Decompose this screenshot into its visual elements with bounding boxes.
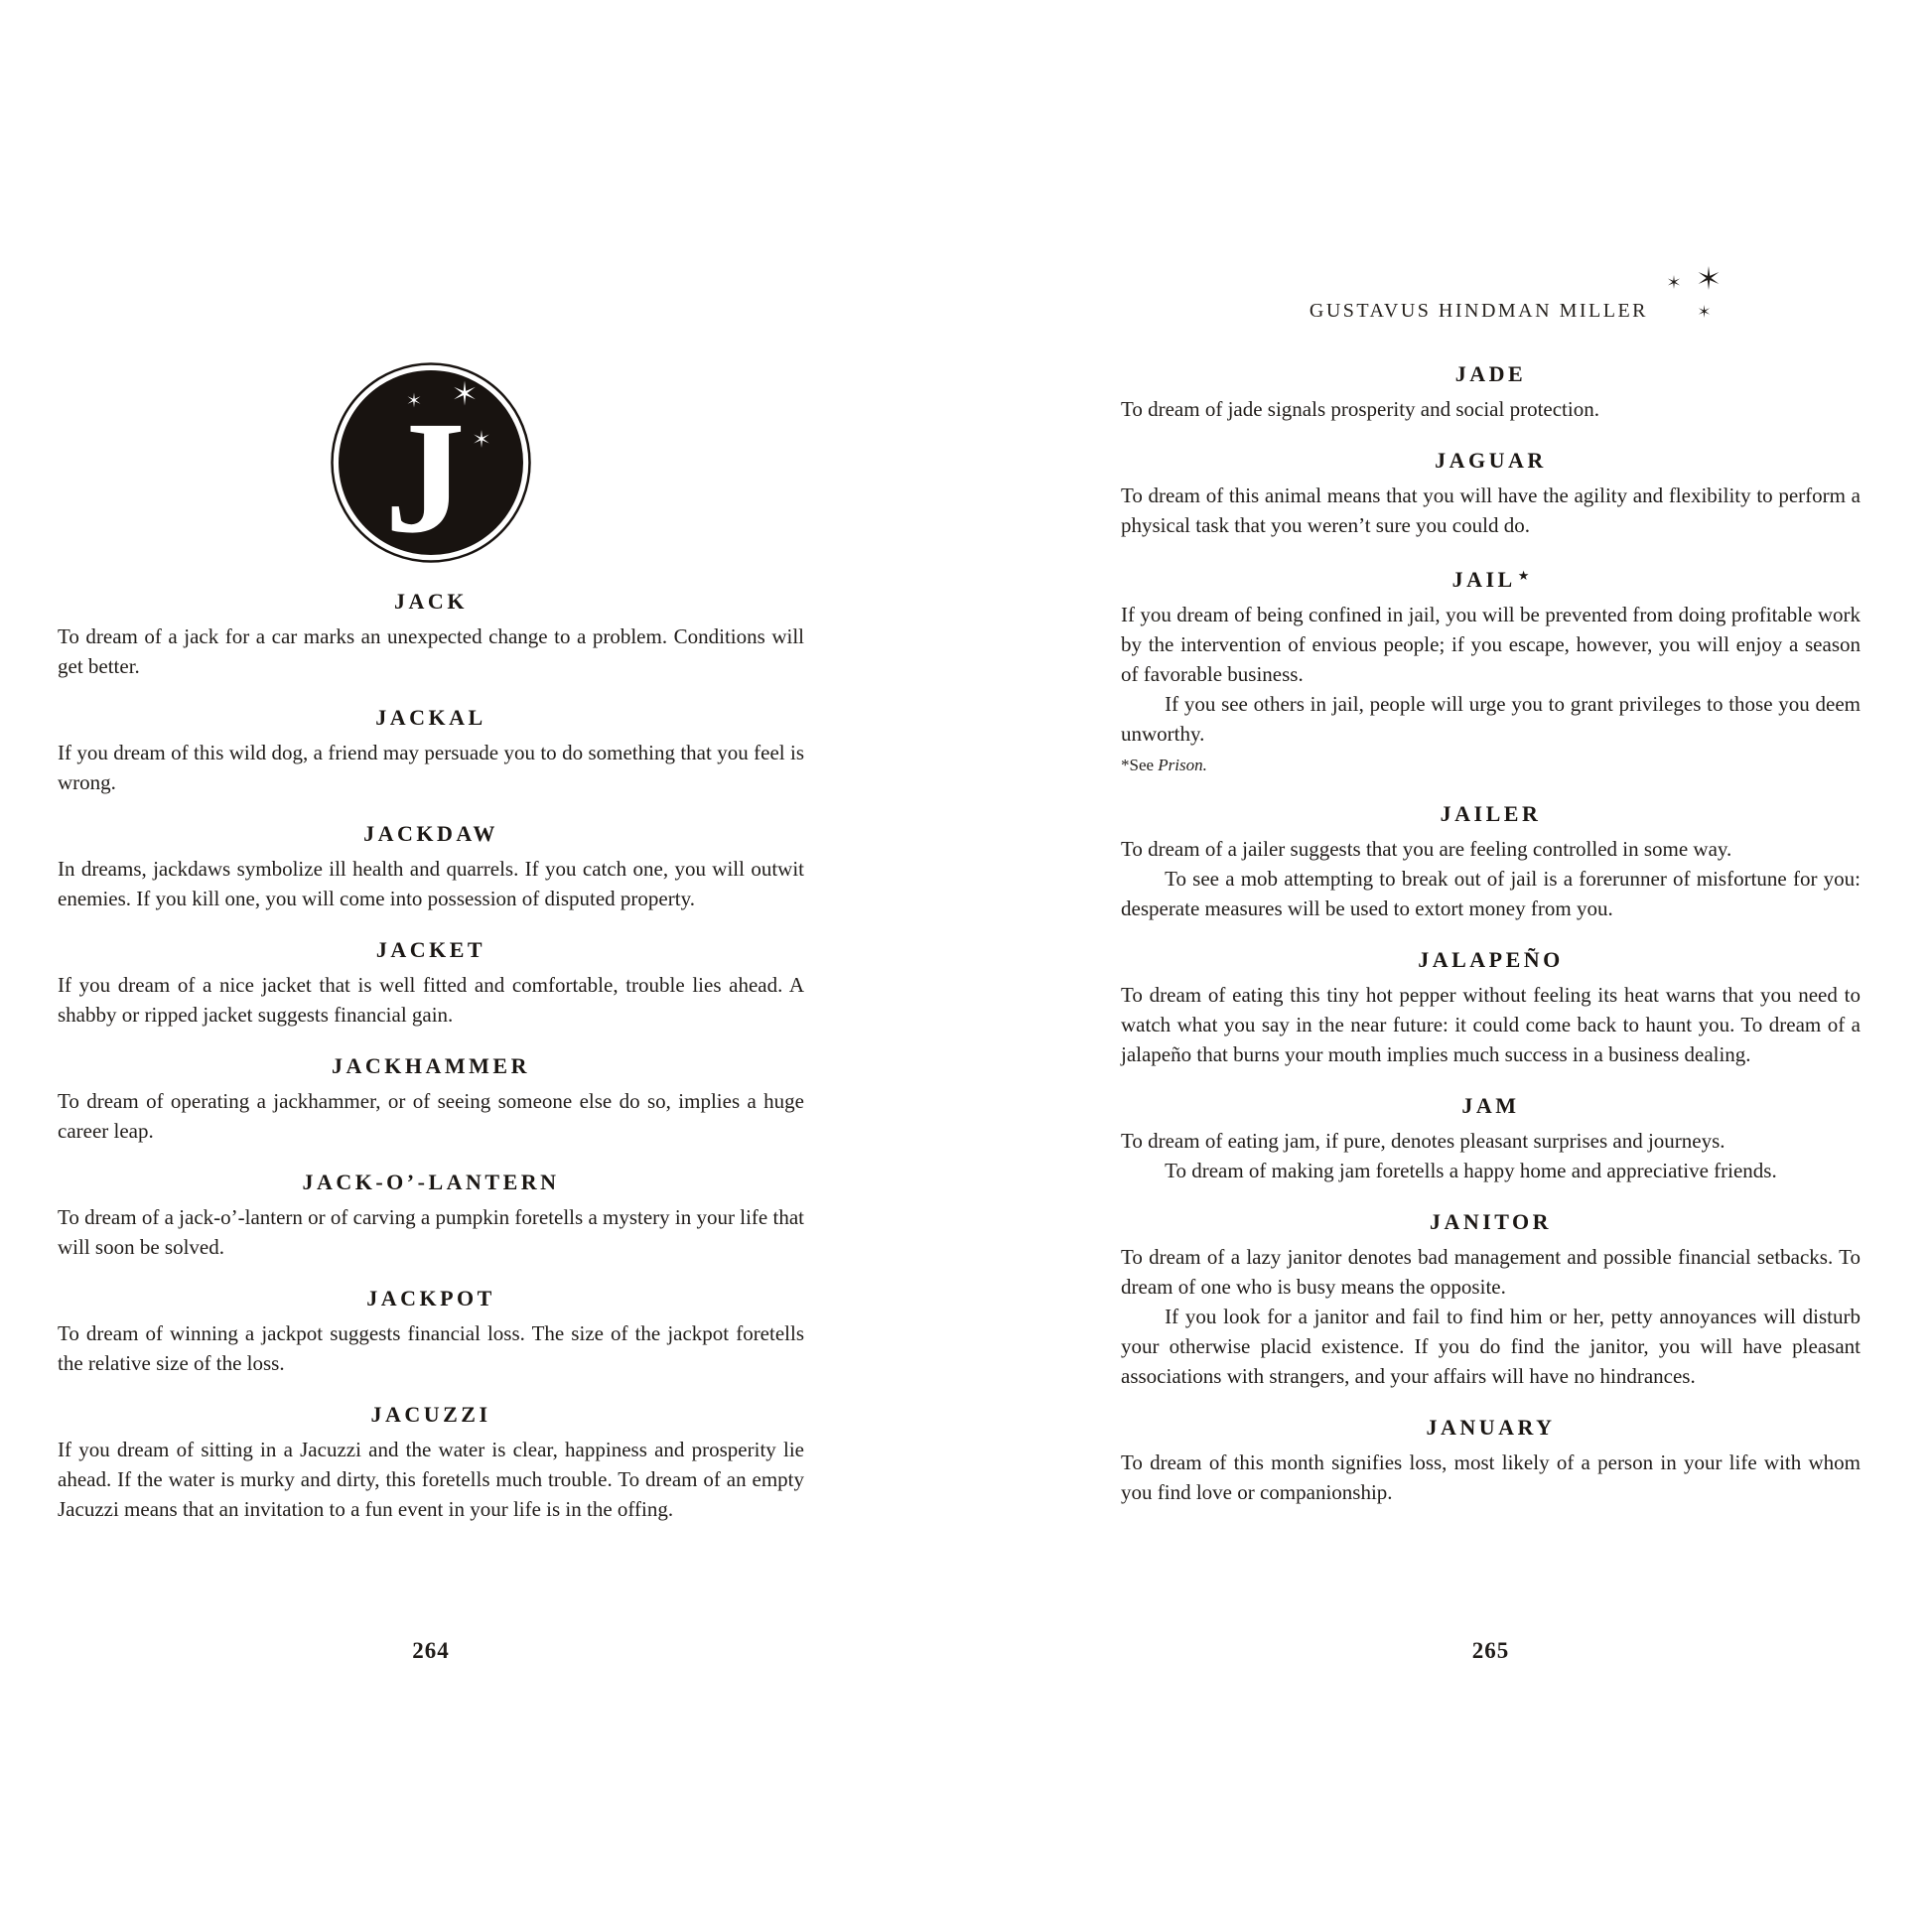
entry-paragraph: To dream of a lazy janitor denotes bad management and possible financial setbacks. To dream of one who is busy means the opposite.: [1121, 1245, 1861, 1299]
entry-jail: [1121, 562, 1861, 777]
entry-paragraph: To dream of a jailer suggests that you are feeling controlled in some way.: [1121, 837, 1732, 861]
entry-paragraph: To dream of a jack-o’-lantern or of carving a pumpkin foretells a mystery in your life that will soon be solved.: [58, 1205, 804, 1259]
entry-term: JANITOR: [1429, 1209, 1553, 1234]
entry-jacuzzi: [58, 1400, 804, 1524]
entry-january: [1121, 1413, 1861, 1507]
entry-paragraph: To dream of eating jam, if pure, denotes pleasant surprises and journeys.: [1121, 1129, 1725, 1153]
footnote-reference-term: Prison.: [1158, 756, 1207, 774]
entry-jacket: [58, 935, 804, 1030]
cross-reference-footnote: [1121, 754, 1861, 777]
entry-term: JACKDAW: [363, 821, 498, 846]
entry-term: JADE: [1454, 361, 1527, 386]
page-number-right: 265: [1471, 1638, 1510, 1663]
entry-term: JAILER: [1440, 801, 1542, 826]
entry-paragraph: If you see others in jail, people will urge you to grant privileges to those you deem unworthy.: [1121, 692, 1861, 746]
entry-paragraph: To dream of jade signals prosperity and social protection.: [1121, 397, 1599, 421]
entry-jailer: [1121, 799, 1861, 923]
entry-paragraph: To see a mob attempting to break out of jail is a forerunner of misfortune for you: desperate measures will be used to extort money from you.: [1121, 867, 1861, 920]
entry-paragraph: To dream of making jam foretells a happy home and appreciative friends.: [1165, 1159, 1777, 1182]
entry-term: [1121, 562, 1861, 595]
letter-badge-graphic: [329, 360, 533, 565]
entry-term: JALAPEÑO: [1418, 947, 1564, 972]
entry-jack: [58, 587, 804, 681]
entry-term: JACKET: [375, 937, 486, 962]
entry-jackhammer: [58, 1051, 804, 1146]
entry-term: JACKPOT: [366, 1286, 495, 1311]
entry-term: JACUZZI: [370, 1402, 491, 1427]
entry-paragraph: In dreams, jackdaws symbolize ill health and quarrels. If you catch one, you will outwit enemies. If you kill one, you will come into possession of disputed property.: [58, 857, 804, 910]
left-page: [58, 0, 804, 1932]
entry-jam: [1121, 1091, 1861, 1185]
entry-jack-o-lantern: [58, 1168, 804, 1262]
entry-term: JACKAL: [375, 705, 486, 730]
page-number-left: 264: [412, 1638, 450, 1663]
entry-term: JACK: [394, 589, 468, 614]
entry-paragraph: If you dream of a nice jacket that is well fitted and comfortable, trouble lies ahead. A shabby or ripped jacket suggests financial gain.: [58, 973, 804, 1027]
entry-jade: [1121, 359, 1861, 424]
entry-term: JAM: [1461, 1093, 1520, 1118]
footnote-star-marker: ★: [1517, 569, 1530, 584]
entry-paragraph: If you dream of being confined in jail, you will be prevented from doing profitable work by the intervention of envious people; if you escape, however, you will enjoy a season of favorable business.: [1121, 603, 1861, 686]
entry-jackdaw: [58, 819, 804, 913]
entry-paragraph: To dream of this month signifies loss, most likely of a person in your life with whom you find love or companionship.: [1121, 1450, 1861, 1504]
entry-paragraph: To dream of eating this tiny hot pepper without feeling its heat warns that you need to watch what you say in the near future: it could come back to haunt you. To dream of a jalapeño that burns your mouth implies much success in a business dealing.: [1121, 983, 1861, 1066]
entry-term-text: JAIL: [1451, 567, 1516, 592]
entry-janitor: [1121, 1207, 1861, 1391]
right-page: [1121, 0, 1861, 1932]
entry-term: JACKHAMMER: [332, 1053, 530, 1078]
entry-paragraph: If you look for a janitor and fail to find him or her, petty annoyances will disturb your otherwise placid existence. If you do find the janitor, you will have pleasant associations with strangers, and your affairs will have no hindrances.: [1121, 1305, 1861, 1388]
entry-paragraph: To dream of winning a jackpot suggests financial loss. The size of the jackpot foretells the relative size of the loss.: [58, 1321, 804, 1375]
footnote-prefix: *See: [1121, 756, 1155, 774]
entry-paragraph: To dream of this animal means that you will have the agility and flexibility to perform a physical task that you weren’t sure you could do.: [1121, 483, 1861, 537]
entry-paragraph: If you dream of this wild dog, a friend may persuade you to do something that you feel is wrong.: [58, 741, 804, 794]
top-margin-spacer: [1121, 0, 1861, 338]
badge-letter: J: [384, 389, 466, 565]
entry-paragraph: If you dream of sitting in a Jacuzzi and the water is clear, happiness and prosperity lie ahead. If the water is murky and dirty, this foretells much trouble. To dream of an empty Jacuzzi means that an invitation to a fun event in your life is in the offing.: [58, 1438, 804, 1521]
letter-badge: [329, 360, 533, 565]
entry-jaguar: [1121, 446, 1861, 540]
entry-paragraph: To dream of a jack for a car marks an unexpected change to a problem. Conditions will get better.: [58, 624, 804, 678]
entry-paragraph: To dream of operating a jackhammer, or of seeing someone else do so, implies a huge career leap.: [58, 1089, 804, 1143]
entry-jackal: [58, 703, 804, 797]
entry-term: JANUARY: [1426, 1415, 1556, 1440]
entry-term: JAGUAR: [1435, 448, 1547, 473]
entry-term: JACK-O’-LANTERN: [302, 1170, 560, 1194]
entry-jalapeno: [1121, 945, 1861, 1069]
entry-jackpot: [58, 1284, 804, 1378]
running-header-text: GUSTAVUS HINDMAN MILLER: [1309, 300, 1648, 322]
